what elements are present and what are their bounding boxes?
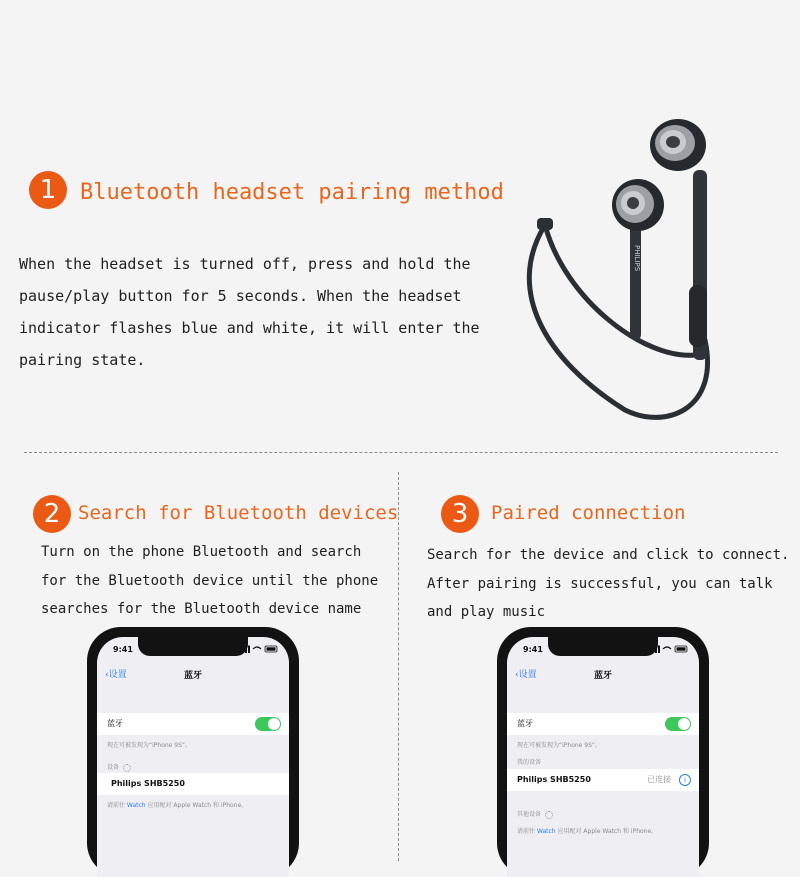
my-devices-header: 我的设备 — [517, 759, 542, 766]
phone-notch — [548, 637, 658, 656]
vertical-divider — [398, 472, 399, 861]
step-1-badge: 1 — [29, 171, 67, 209]
watch-footer — [517, 826, 657, 835]
devices-header — [107, 762, 131, 772]
status-time: 9:41 — [113, 645, 133, 654]
phone-screen — [507, 637, 699, 877]
bluetooth-toggle[interactable] — [255, 717, 281, 731]
discoverable-note: 现在可被发现为“iPhone 9S”。 — [107, 742, 192, 749]
other-devices-label: 其他设备 — [517, 811, 542, 818]
brand-logo: PHILIPS — [633, 245, 641, 272]
phone-screen — [97, 637, 289, 877]
step-3-title: Paired connection — [491, 502, 686, 524]
other-devices-header — [517, 809, 553, 819]
spinner-icon — [123, 764, 131, 772]
earphones-image — [505, 110, 745, 430]
description-line: Turn on the phone Bluetooth and search — [41, 544, 362, 560]
footer-pre: 请前往 — [517, 828, 537, 835]
nav-title: 蓝牙 — [183, 671, 202, 681]
bluetooth-label: 蓝牙 — [107, 719, 123, 728]
info-icon[interactable]: i — [679, 774, 691, 786]
bluetooth-row — [507, 713, 699, 735]
bluetooth-toggle[interactable] — [665, 717, 691, 731]
step-1-description — [19, 248, 480, 376]
phone-connected — [497, 627, 709, 877]
description-line: for the Bluetooth device until the phone — [41, 572, 379, 589]
spinner-icon — [545, 811, 553, 819]
device-name: Philips SHB5250 — [111, 779, 185, 788]
earbud-left — [612, 179, 664, 231]
description-line: and play music — [427, 604, 546, 620]
connection-status: 已连接 — [647, 775, 671, 784]
description-line: pairing state. — [19, 351, 146, 369]
device-row[interactable] — [507, 769, 699, 791]
status-time: 9:41 — [523, 645, 543, 654]
watch-footer — [107, 800, 247, 809]
description-line: When the headset is turned off, press and hold the — [19, 255, 471, 273]
nav-title: 蓝牙 — [593, 671, 612, 681]
description-line: searches for the Bluetooth device name — [41, 601, 362, 617]
back-label: 设置 — [518, 670, 537, 680]
bluetooth-row — [97, 713, 289, 735]
bluetooth-label: 蓝牙 — [517, 719, 533, 728]
watch-link[interactable]: Watch — [536, 828, 556, 835]
status-icons — [649, 645, 689, 653]
chevron-left-icon: ‹ — [515, 670, 519, 680]
chevron-left-icon: ‹ — [105, 670, 109, 680]
footer-post: 应用配对 Apple Watch 和 iPhone。 — [145, 802, 248, 809]
description-line: indicator flashes blue and white, it will enter the — [19, 319, 480, 337]
device-row[interactable] — [97, 773, 289, 795]
device-name: Philips SHB5250 — [517, 775, 591, 784]
back-label: 设置 — [108, 670, 127, 680]
step-2-description — [41, 538, 378, 624]
status-icons — [239, 645, 279, 653]
description-line: pause/play button for 5 seconds. When the headset — [19, 287, 462, 305]
description-line: After pairing is successful, you can talk — [427, 575, 773, 592]
footer-pre: 请前往 — [107, 802, 127, 809]
step-3-description — [427, 541, 789, 627]
devices-header-label: 设备 — [107, 764, 120, 771]
step-3-badge: 3 — [441, 495, 479, 533]
phone-notch — [138, 637, 248, 656]
step-2-badge: 2 — [33, 495, 71, 533]
footer-post: 应用配对 Apple Watch 和 iPhone。 — [555, 828, 658, 835]
discoverable-note: 现在可被发现为“iPhone 9S”。 — [517, 742, 602, 749]
horizontal-divider — [24, 452, 778, 453]
earbud-right — [650, 119, 706, 171]
description-line: Search for the device and click to connect. — [427, 547, 790, 563]
phone-searching — [87, 627, 299, 877]
step-1-title: Bluetooth headset pairing method — [80, 180, 504, 205]
step-2-title: Search for Bluetooth devices — [78, 502, 399, 524]
watch-link[interactable]: Watch — [126, 802, 146, 809]
